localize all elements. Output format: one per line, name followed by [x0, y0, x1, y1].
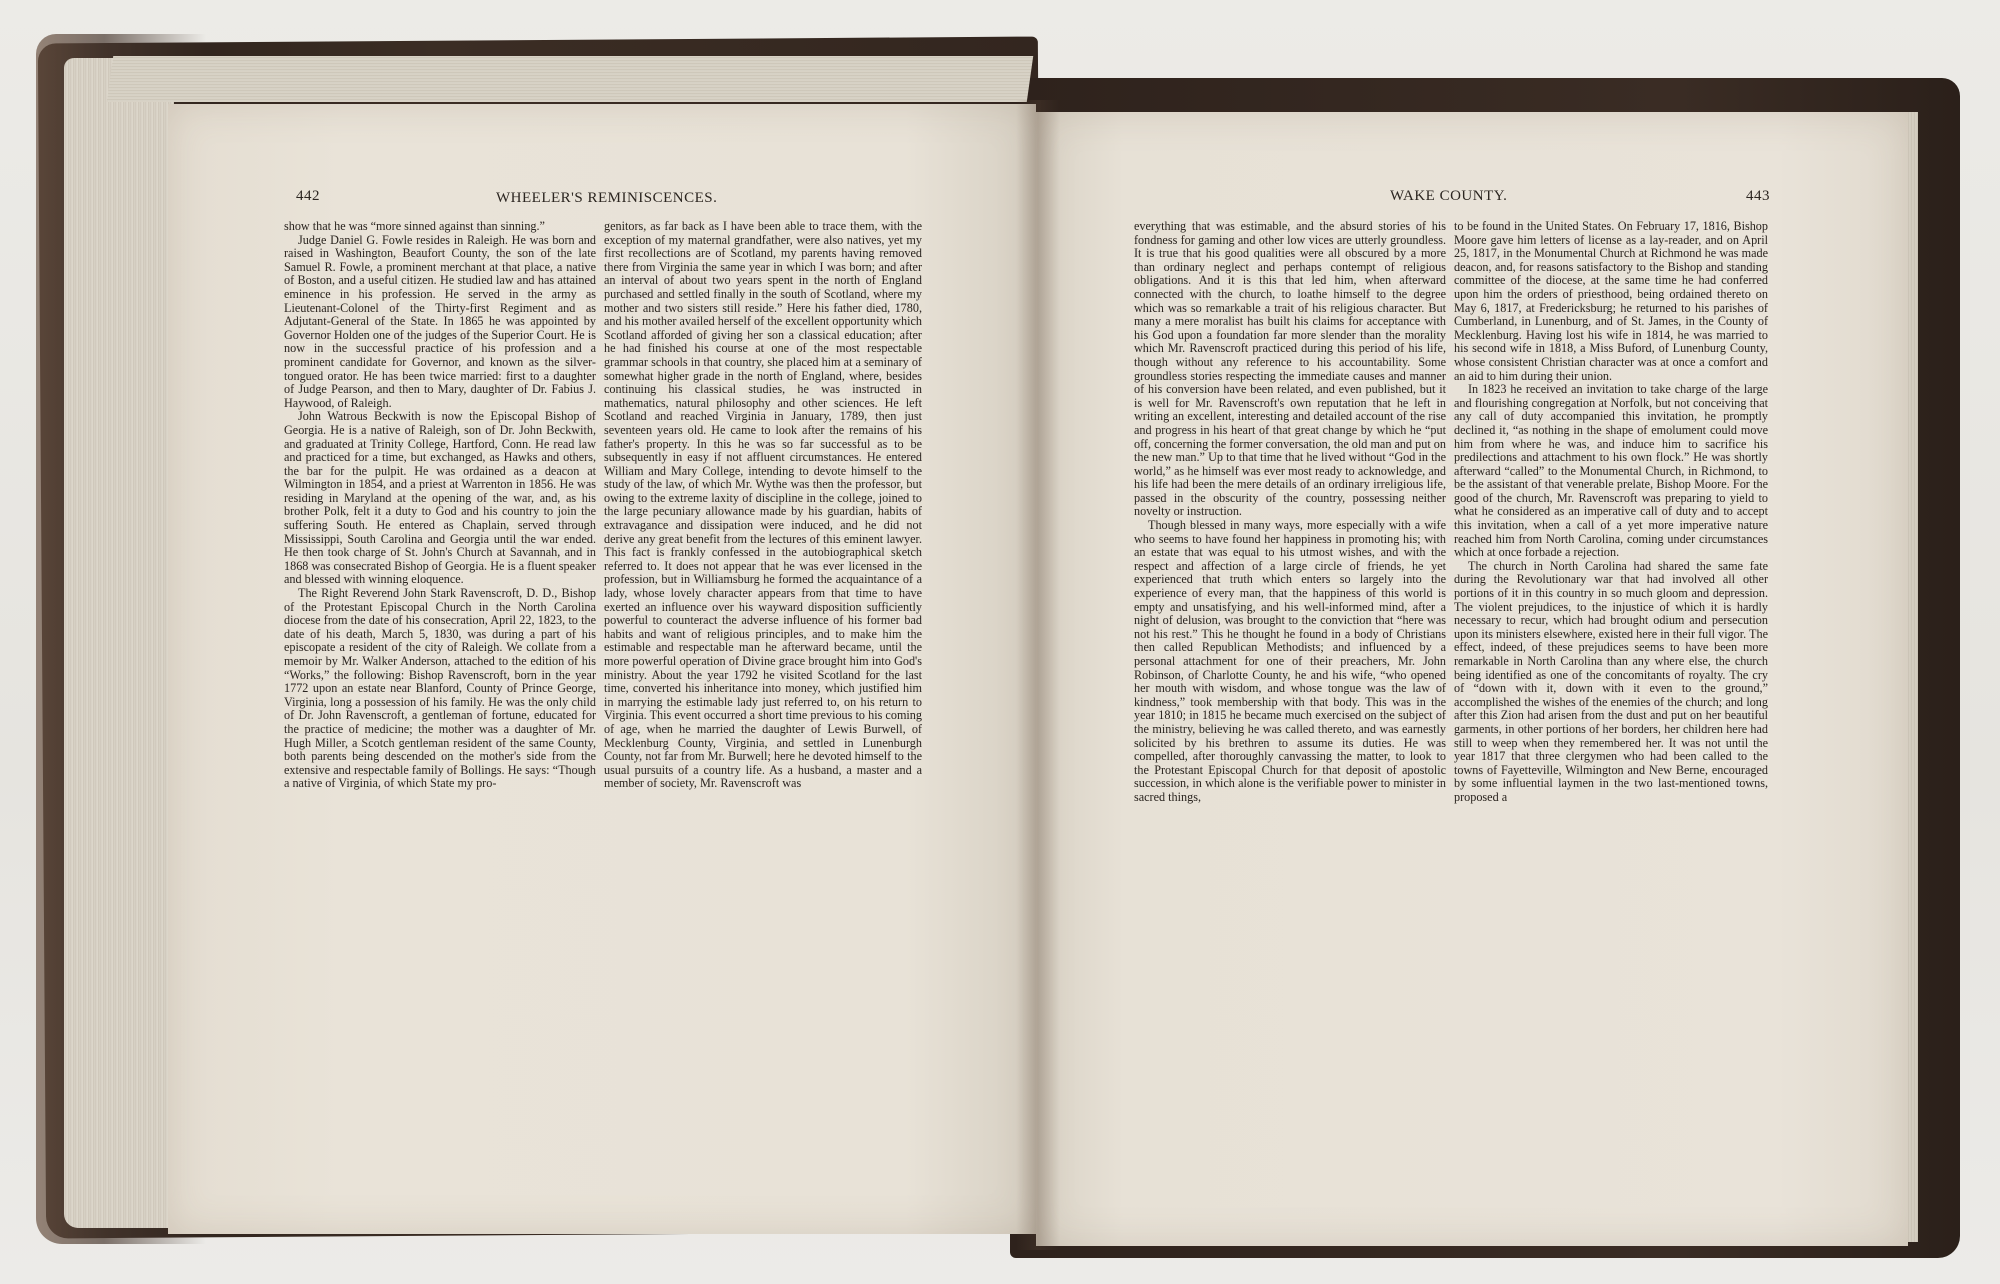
paragraph: genitors, as far back as I have been able to trace them, with the exception of my maternal grandfather, were also natives, yet my first recollections are of Scotland, my parents having removed there from Virginia the same year in which I was born; and after an interval of about two years spent in the north of England purchased and settled finally in the south of Scotland, where my mother and two sisters still reside.” Here his father died, 1780, and his mother availed herself of the excellent opportunity which Scotland afforded of giving her son a classical education; after he had finished his course at one of the most respectable grammar schools in that country, she placed him at a seminary of somewhat higher grade in the north of England, where, besides continuing his classical studies, he was instructed in mathematics, natural philosophy and other sciences. He left Scotland and reached Virginia in January, 1789, then just seventeen years old. He came to look after the remains of his father's property. In this he was so far successful as to be subsequently in easy if not affluent circumstances. He entered William and Mary College, intending to devote himself to the study of the law, of which Mr. Wythe was then the professor, but owing to the extreme laxity of discipline in the college, joined to the large pecuniary allowance made by his guardian, habits of extravagance and dissipation were induced, and he did not derive any great benefit from the lectures of this eminent lawyer. This fact is frankly confessed in the autobiographical sketch referred to. It does not appear that he was ever licensed in the profession, but in Williamsburg he formed the acquaintance of a lady, whose lovely character appears from that time to have exerted an influence over his wayward disposition sufficiently powerful to counteract the adverse influence of his former bad habits and want of religious principles, and to make him the estimable and respectable man he afterward became, until the more powerful operation of Divine grace brought him into God's ministry. About the year 1792 he visited Scotland for the last time, converted his inheritance into money, which justified him in marrying the estimable lady just referred to, on his return to Virginia. This event occurred a short time previous to his coming of age, when he married the daughter of Lewis Burwell, of Mecklenburg County, Virginia, and settled in Lunenburgh County, not far from Mr. Burwell; here he devoted himself to the usual pursuits of a country life. As a husband, a master and a member of society, Mr. Ravenscroft was — [604, 219, 922, 791]
paragraph: In 1823 he received an invitation to take charge of the large and flourishing congregation at Norfolk, but not conceiving that any call of duty accompanied this invitation, he promptly declined it, “as nothing in the shape of emolument could move him from where he was, and induce him to sacrifice his predilections and attachment to his own flock.” He was shortly afterward “called” to the Monumental Church, in Richmond, to be the assistant of that venerable prelate, Bishop Moore. For the good of the church, Mr. Ravenscroft was preparing to yield to what he considered as an imperative call of duty and to accept this invitation, when a call of a yet more imperative nature reached him from North Carolina, coming under circumstances which at once forbade a rejection. — [1454, 382, 1768, 560]
running-head-left: WHEELER'S REMINISCENCES. — [496, 190, 718, 206]
page-edges-top — [107, 56, 1033, 102]
running-head-right: WAKE COUNTY. — [1390, 188, 1508, 204]
paragraph: John Watrous Beckwith is now the Episcopal Bishop of Georgia. He is a native of Raleigh, son of Dr. John Beckwith, and graduated at Trinity College, Hartford, Conn. He read law and practiced for a time, but exchanged, as Hawks and others, the bar for the pulpit. He was ordained as a deacon at Wilmington in 1854, and a priest at Warrenton in 1856. He was residing in Maryland at the opening of the war, and, as his brother Polk, felt it a duty to God and his country to join the suffering South. He entered as Chaplain, served through Mississippi, South Carolina and Georgia until the war ended. He then took charge of St. John's Church at Savannah, and in 1868 was consecrated Bishop of Georgia. He is a fluent speaker and blessed with winning eloquence. — [284, 409, 596, 587]
paragraph: Judge Daniel G. Fowle resides in Raleigh. He was born and raised in Washington, Beaufort County, the son of the late Samuel R. Fowle, a prominent merchant at that place, a native of Boston, and a useful citizen. He studied law and has attained eminence in his profession. He served in the army as Lieutenant-Colonel of the Thirty-first Regiment and as Adjutant-General of the State. In 1865 he was appointed by Governor Holden one of the judges of the Superior Court. He is now in the successful practice of his profession and a prominent candidate for Governor, and known as the silver-tongued orator. He has been twice married: first to a daughter of Judge Pearson, and then to Mary, daughter of Dr. Fabius J. Haywood, of Raleigh. — [284, 232, 596, 410]
paragraph: The church in North Carolina had shared the same fate during the Revolutionary war that had involved all other portions of it in this country in so much gloom and depression. The violent prejudices, to the injustice of which it is hardly necessary to recur, which had brought odium and persecution upon its ministers elsewhere, existed here in their full vigor. The effect, indeed, of these prejudices seems to have been more remarkable in North Carolina than any where else, the church being identified as one of the concomitants of royalty. The cry of “down with it, down with it even to the ground,” accomplished the wishes of the enemies of the church; and long after this Zion had arisen from the dust and put on her beautiful garments, in other portions of her borders, her children here had still to weep when they remembered her. It was not until the year 1817 that three clergymen who had been called to the towns of Fayetteville, Wilmington and New Berne, encouraged by some influential laymen in the two last-mentioned towns, proposed a — [1454, 558, 1768, 804]
paragraph: everything that was estimable, and the absurd stories of his fondness for gaming and other low vices are utterly groundless. It is true that his good qualities were all obscured by a more than ordinary neglect and perhaps contempt of religious obligations. And it is this that led him, when afterward connected with the church, to loathe himself to the degree which was so remarkable a trait of his religious character. But many a mere moralist has built his claims for acceptance with his God upon a foundation far more slender than the morality which Mr. Ravenscroft practiced during this period of his life, though without any reference to his accountability. Some groundless stories respecting the immediate causes and manner of his conversion have been related, and even published, but it is well for Mr. Ravenscroft's own reputation that he left in writing an excellent, interesting and detailed account of the rise and progress in his heart of that great change by which he “put off, concerning the former conversation, the old man and put on the new man.” Up to that time that he lived without “God in the world,” as he himself was ever most ready to acknowledge, and his life had been the mere details of an ordinary irreligious life, passed in the obscurity of the country, possessing neither novelty or instruction. — [1134, 219, 1446, 519]
book-gutter — [1016, 100, 1060, 1250]
text-column-3 — [1134, 220, 1446, 805]
text-column-1 — [284, 220, 596, 791]
page-number-right: 443 — [1746, 188, 1770, 204]
paragraph: Though blessed in many ways, more especially with a wife who seems to have found her happiness in promoting his; with an estate that was equal to his utmost wishes, and with the respect and affection of a large circle of friends, he yet experienced that truth which enters so largely into the experience of every man, that the happiness of this world is empty and unsatisfying, and his well-informed mind, after a night of delusion, was brought to the conviction that “here was not his rest.” This he thought he found in a body of Christians then called Republican Methodists; and influenced by a personal attachment for one of their preachers, Mr. John Robinson, of Charlotte County, he and his wife, “who opened her mouth with wisdom, and whose tongue was the law of kindness,” took membership with that body. This was in the year 1810; in 1815 he became much exercised on the subject of the ministry, believing he was called thereto, and was earnestly solicited by his brethren to assume its duties. He was compelled, after thoroughly canvassing the matter, to look to the Protestant Episcopal Church for that deposit of apostolic succession, in which alone is the verifiable power to minister in sacred things, — [1134, 518, 1446, 804]
paragraph: show that he was “more sinned against than sinning.” — [284, 219, 545, 233]
paragraph: to be found in the United States. On February 17, 1816, Bishop Moore gave him letters of license as a lay-reader, and on April 25, 1817, in the Monumental Church at Richmond he was made deacon, and, for reasons satisfactory to the Bishop and standing committee of the diocese, at the same time he had conferred upon him the orders of priesthood, being ordained thereto on May 6, 1817, at Fredericksburg; he returned to his parishes of Cumberland, in Lunenburg, and of St. James, in the County of Mecklenburg. Having lost his wife in 1814, he was married to his second wife in 1818, a Miss Buford, of Lunenburg County, whose consistent Christian character was at once a comfort and an aid to him during their union. — [1454, 219, 1768, 383]
page-edges-left — [64, 58, 174, 1228]
paragraph: The Right Reverend John Stark Ravenscroft, D. D., Bishop of the Protestant Episcopal Church in the North Carolina diocese from the date of his consecration, April 22, 1823, to the date of his death, March 5, 1830, was during a part of his episcopate a resident of the city of Raleigh. We collate from a memoir by Mr. Walker Anderson, attached to the edition of his “Works,” the following: Bishop Ravenscroft, born in the year 1772 upon an estate near Blanford, County of Prince George, Virginia, long a possession of his family. He was the only child of Dr. John Ravenscroft, a gentleman of fortune, educated for the practice of medicine; the mother was a daughter of Mr. Hugh Miller, a Scotch gentleman resident of the same County, both parents being descended on the mother's side from the extensive and respectable family of Bollings. He says: “Though a native of Virginia, of which State my pro- — [284, 586, 596, 791]
text-column-2 — [604, 220, 922, 791]
text-column-4 — [1454, 220, 1768, 805]
page-number-left: 442 — [296, 188, 320, 204]
